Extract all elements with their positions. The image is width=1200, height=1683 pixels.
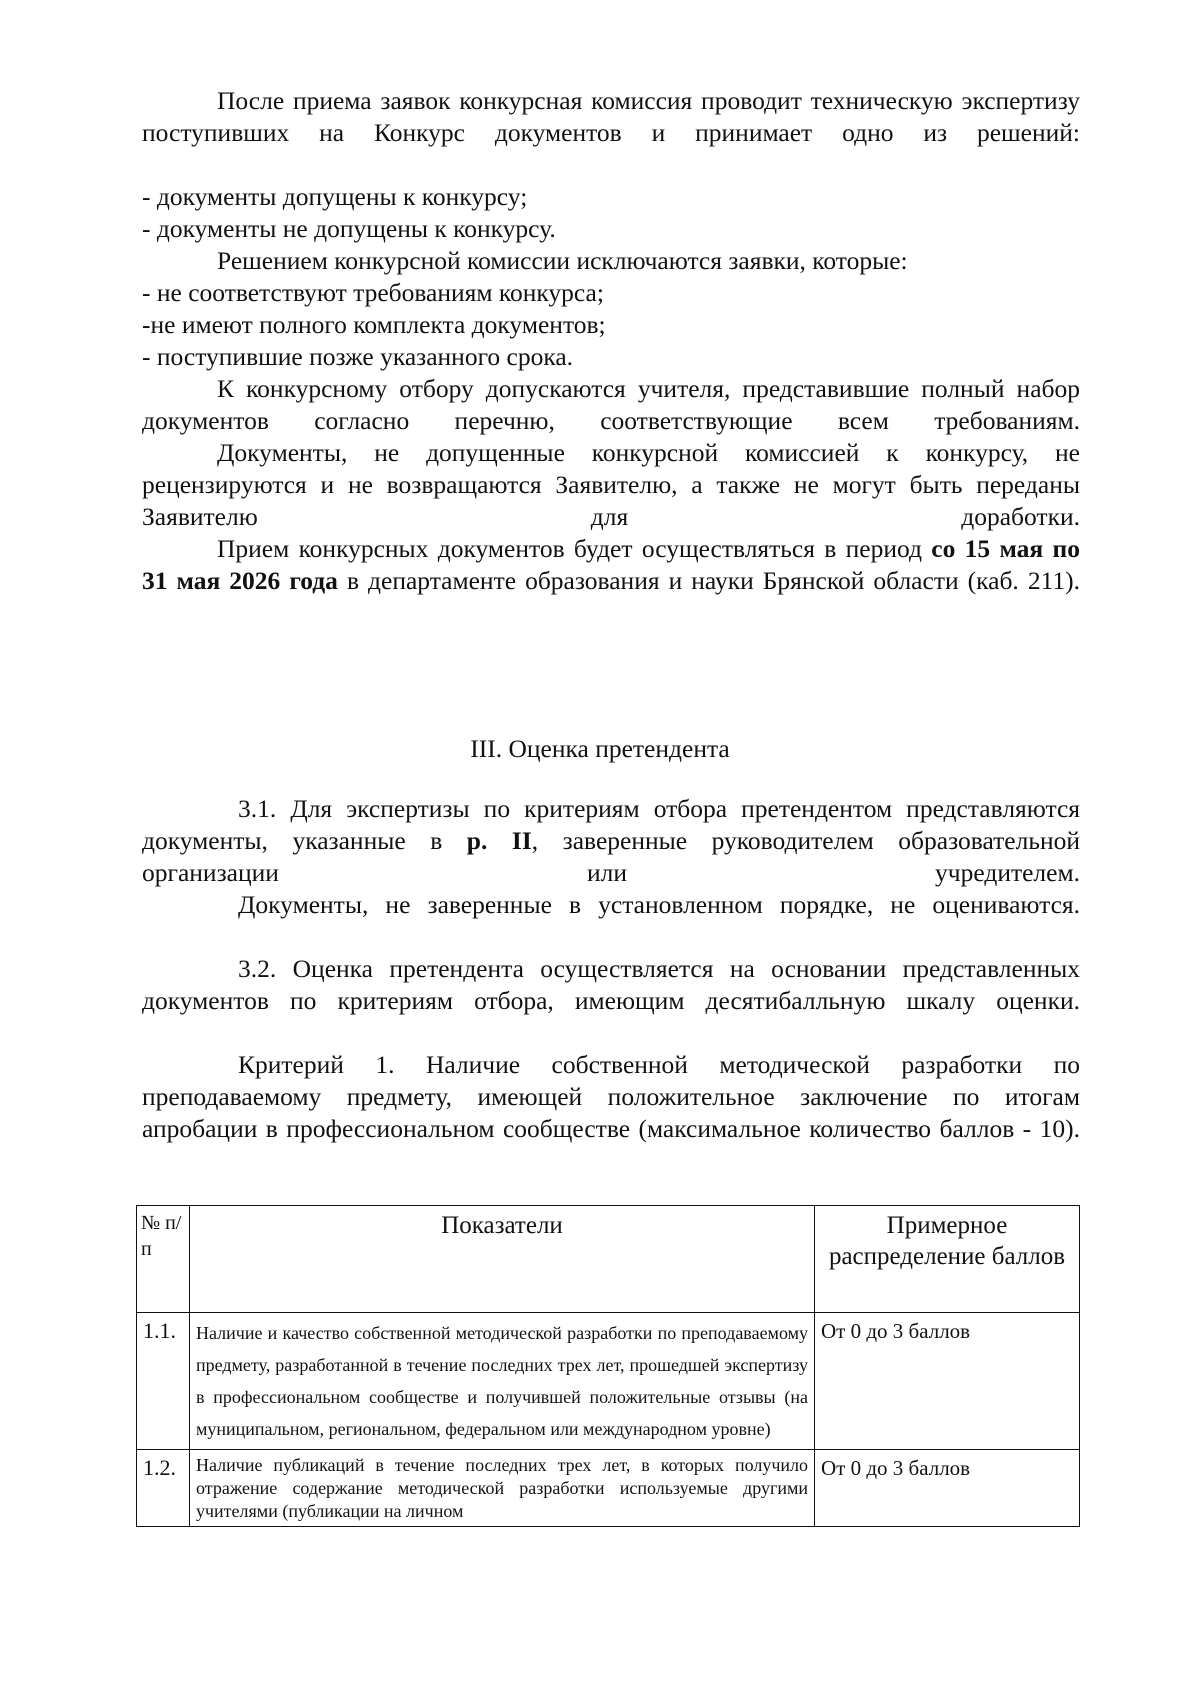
list-item-incomplete: -не имеют полного комплекта документов; (142, 310, 606, 339)
clause-3-1-text: 3.1. Для экспертизы по критериям отбора претендентом представляются документы, указанные в (142, 794, 1080, 855)
list-item-late: - поступившие позже указанного срока. (142, 342, 574, 371)
submission-place: в департаменте образования и науки Брянской области (каб. 211). (337, 566, 1080, 595)
section-reference: р. II (466, 826, 532, 855)
row-score: От 0 до 3 баллов (815, 1313, 1080, 1450)
list-item-admitted: - документы допущены к конкурсу; (142, 182, 528, 211)
list-item-not-admitted: - документы не допущены к конкурсу. (142, 214, 556, 243)
header-score-distribution: Примерное распределение баллов (815, 1206, 1080, 1313)
row-indicator-text: Наличие публикаций в течение последних трех лет, в которых получило отражение содержание методической разработки используемые другими учителями (публикации на личном (196, 1455, 808, 1521)
paragraph-3-2: 3.2. Оценка претендента осуществляется на основании представленных документов по критериям отбора, имеющим десятибалльную шкалу оценки. (142, 954, 1080, 1015)
header-number: № п/п (137, 1206, 190, 1313)
paragraph-commission-expertise (142, 85, 1080, 149)
row-number: 1.1. (137, 1313, 190, 1450)
list-item-not-compliant: - не соответствуют требованиям конкурса; (142, 278, 604, 307)
paragraph-3-1 (142, 793, 1080, 889)
row-indicator: Наличие и качество собственной методической разработки по преподаваемому предмету, разработанной в течение последних трех лет, прошедшей экспертизу в профессиональном сообществе и получившей положительные отзывы (на муниципальном, региональном, федеральном или международном уровне) (190, 1313, 815, 1450)
row-number: 1.2. (137, 1450, 190, 1527)
criteria-table (136, 1205, 1080, 1527)
section-heading: III. Оценка претендента (470, 734, 730, 763)
row-score: От 0 до 3 баллов (815, 1450, 1080, 1527)
paragraph-submission-period (142, 533, 1080, 597)
table-header-row (137, 1206, 1080, 1313)
header-indicators: Показатели (190, 1206, 815, 1313)
row-indicator (190, 1450, 815, 1527)
paragraph-admission: К конкурсному отбору допускаются учителя, представившие полный набор документов согласно перечню, соответствующие всем требованиям. (142, 374, 1080, 435)
clause-3-1-tail: , заверенные руководителем образовательной организации или учредителем. (142, 826, 1080, 887)
paragraph-excluded-intro: Решением конкурсной комиссии исключаются заявки, которые: (217, 246, 908, 275)
table-row (137, 1313, 1080, 1450)
paragraph-not-reviewed: Документы, не допущенные конкурсной комиссией к конкурсу, не рецензируются и не возвращаются Заявителю, а также не могут быть переданы Заявителю для доработки. (142, 438, 1080, 531)
paragraph-criterion-1: Критерий 1. Наличие собственной методической разработки по преподаваемому предмету, имеющей положительное заключение по итогам апробации в профессиональном сообществе (максимальное количество баллов - 10). (142, 1050, 1080, 1143)
table-row (137, 1450, 1080, 1527)
submission-text: Прием конкурсных документов будет осуществляться в период (217, 534, 932, 563)
paragraph-text: После приема заявок конкурсная комиссия проводит техническую экспертизу поступивших на Конкурс документов и принимает одно из решений: (142, 86, 1080, 147)
submission-dates: со 15 мая по 31 мая 2026 года (142, 534, 1080, 595)
paragraph-not-certified: Документы, не заверенные в установленном порядке, не оцениваются. (238, 890, 1080, 919)
